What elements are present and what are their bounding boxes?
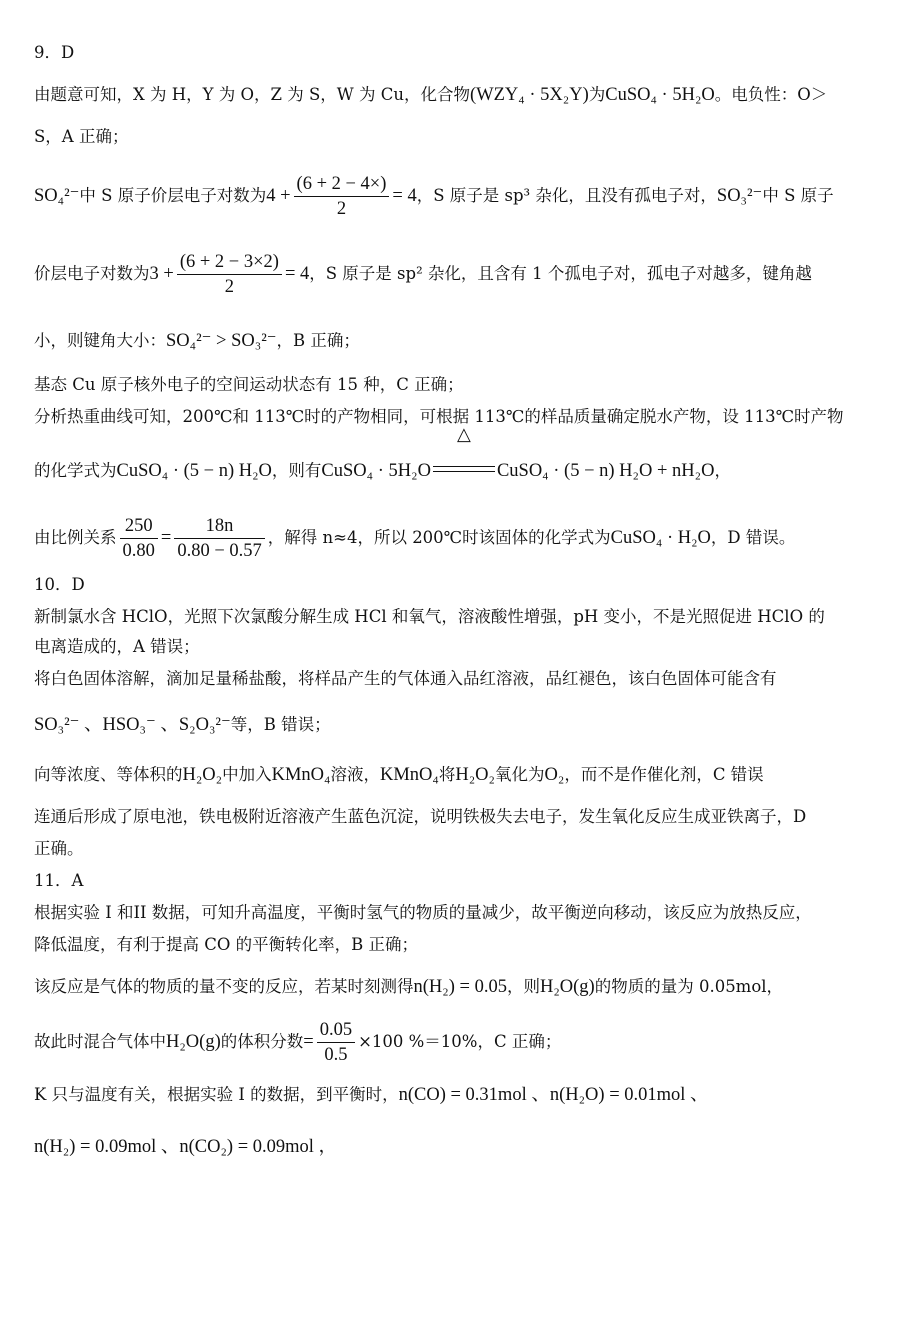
- q9-line-9: 由比例关系 $\frac{250}{0.80}$ = $\frac{18n}{0.80 - 0.57}$ ，解得 n≈4，所以 200℃时该固体的化学式为CuSO₄ · H₂O，D 错误。: [34, 516, 796, 561]
- heating-arrow: [431, 424, 497, 482]
- q10-line-5: 向等浓度、等体积的H₂O₂中加入KMnO₄溶液，KMnO₄将H₂O₂氧化为O₂，而不是作催化剂，C 错误: [34, 765, 764, 785]
- q9-number: 9．D: [34, 43, 75, 62]
- heat-triangle-icon: △: [457, 424, 471, 445]
- q10-line-7: 正确。: [34, 839, 84, 858]
- q11-line-2: 降低温度，有利于提高 CO 的平衡转化率，B 正确；: [34, 935, 419, 954]
- fraction: $\frac{(6 + 2 - 3\times 2)}{2}$: [177, 250, 282, 299]
- q10-line-4: SO₃²⁻ 、HSO₃⁻ 、S₂O₃²⁻等，B 错误；: [34, 715, 331, 735]
- q9-line-5: 小，则键角大小：SO₄²⁻ > SO₃²⁻，B 正确；: [34, 331, 360, 351]
- q9-line-2: S，A 正确；: [34, 127, 129, 146]
- q11-number: 11．A: [34, 871, 84, 890]
- q9-line-8: 的化学式为CuSO₄ · (5 − n) H₂O，则有CuSO₄ · 5H₂O △ CuSO₄ · (5 − n) H₂O + nH₂O，: [34, 424, 731, 481]
- q10-line-2: 电离造成的，A 错误；: [34, 637, 200, 656]
- q9-line-1: 由题意可知，X 为 H，Y 为 O，Z 为 S，W 为 Cu，化合物(WZY₄ · 5X₂Y)为CuSO₄ · 5H₂O。电负性：O＞: [34, 85, 828, 105]
- equals-bar-icon: [433, 466, 495, 472]
- q11-line-4: 故此时混合气体中H₂O(g)的体积分数= $\frac{0.05}{0.5}$ ×100 %＝10%，C 正确；: [34, 1020, 562, 1065]
- q10-line-1: 新制氯水含 HClO，光照下次氯酸分解生成 HCl 和氧气，溶液酸性增强，pH 变小，不是光照促进 HClO 的: [34, 607, 825, 626]
- q9-line-6: 基态 Cu 原子核外电子的空间运动状态有 15 种，C 正确；: [34, 375, 464, 394]
- q10-line-6: 连通后形成了原电池，铁电极附近溶液产生蓝色沉淀，说明铁极失去电子，发生氧化反应生成亚铁离子，D: [34, 807, 807, 826]
- q9-line-7: 分析热重曲线可知，200℃和 113℃时的产物相同，可根据 113℃的样品质量确定脱水产物，设 113℃时产物: [34, 407, 844, 426]
- q9-line-4: 价层电子对数为3 + $\frac{(6 + 2 - 3\times 2)}{2}$ = 4，S 原子是 sp² 杂化，且含有 1 个孤电子对，孤电子对越多，键角越: [34, 252, 812, 297]
- q11-line-1: 根据实验 I 和II 数据，可知升高温度，平衡时氢气的物质的量减少，故平衡逆向移动，该反应为放热反应，: [34, 903, 812, 922]
- q11-line-3: 该反应是气体的物质的量不变的反应，若某时刻测得n(H₂) = 0.05，则H₂O(g)的物质的量为 0.05mol，: [34, 977, 784, 997]
- q10-number: 10．D: [34, 575, 85, 594]
- fraction: $\frac{(6 + 2 - 4\times)}{2}$: [294, 172, 390, 221]
- q11-line-5: K 只与温度有关，根据实验 I 的数据，到平衡时，n(CO) = 0.31mol 、n(H₂O) = 0.01mol 、: [34, 1085, 709, 1105]
- fraction: $\frac{250}{0.80}$: [120, 514, 158, 563]
- fraction: $\frac{0.05}{0.5}$: [317, 1018, 355, 1067]
- fraction: $\frac{18n}{0.80 - 0.57}$: [174, 514, 264, 563]
- q9-line-3: SO₄²⁻中 S 原子价层电子对数为4 + $\frac{(6 + 2 - 4\times)}{2}$ = 4，S 原子是 sp³ 杂化，且没有孤电子对，SO₃²⁻中 S 原子: [34, 174, 834, 219]
- q10-line-3: 将白色固体溶解，滴加足量稀盐酸，将样品产生的气体通入品红溶液，品红褪色，该白色固体可能含有: [34, 669, 777, 688]
- q11-line-6: n(H₂) = 0.09mol 、n(CO₂) = 0.09mol ，: [34, 1137, 338, 1157]
